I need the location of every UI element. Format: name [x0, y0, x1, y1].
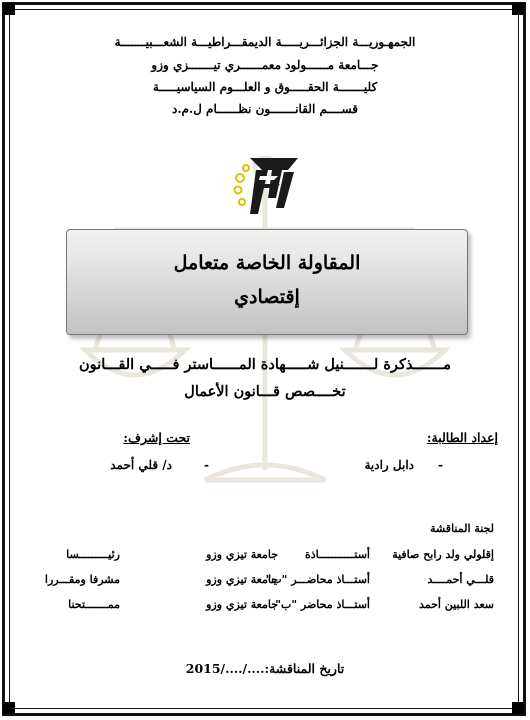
corner-ornament: [3, 3, 15, 15]
republic-line: الجمهـوريـــة الجزائـــريـــــة الديمقـــراطيـــة الشعـــبيـــــــة: [114, 35, 416, 49]
member-name: قلـــي أحمــــد: [427, 573, 494, 586]
corner-ornament: [512, 702, 524, 714]
committee-title: لجنة المناقشة: [430, 522, 494, 535]
thesis-title-box: [66, 229, 468, 335]
student-name: دابل رادية: [364, 458, 414, 472]
member-role: ممـــــــتحنا: [68, 598, 120, 611]
member-role: مشرفا ومقـــررا: [44, 573, 120, 586]
thesis-title-line2: إقتصادي: [234, 286, 300, 308]
member-university: جامعة تيزي وزو: [206, 573, 278, 586]
thesis-title-line1: المقاولة الخاصة متعامل: [173, 252, 361, 274]
student-dash: -: [438, 458, 443, 472]
department-line: قســــم القانـــــــون نظــــــام ل.م.د: [172, 102, 358, 116]
specialization-line: تخــــصص قـــانون الأعمال: [184, 383, 346, 400]
corner-ornament: [3, 702, 15, 714]
member-university: جامعة تيزي وزو: [206, 548, 278, 561]
university-line: جـــامعة مــــــولود معمــــــري تيـــــــزي وزو: [151, 58, 379, 72]
member-rank: أستـــــــــــاذة: [304, 548, 370, 561]
supervisor-name: د/ قلي أحمد: [110, 458, 172, 472]
member-role: رئيـــــــــسا: [66, 548, 120, 561]
student-label: إعداد الطالبة:: [426, 430, 498, 445]
member-rank: أستـــاذ محاضـــر "ب": [265, 573, 370, 586]
member-rank: أستـــاذ محاضر "ب": [275, 598, 370, 611]
corner-ornament: [512, 3, 524, 15]
member-name: سعد اللبين أحمد: [418, 598, 494, 611]
member-name: إقلولي ولد رابح صافية: [392, 548, 494, 561]
supervisor-dash: -: [204, 458, 209, 472]
supervisor-label: تحت إشرف:: [123, 430, 190, 445]
defense-date: تاريخ المناقشة:..../..../2015: [185, 661, 345, 676]
member-university: جامعة تيزي وزو: [206, 598, 278, 611]
faculty-line: كليـــــــة الحقـــــوق و العلـــوم السياسيـــــة: [152, 80, 378, 94]
memo-purpose-line: مـــــــذكرة لـــــــنيل شـــــهادة المــــــاستر فـــــي القـــانون: [79, 356, 451, 373]
university-logo-icon: [232, 150, 302, 220]
